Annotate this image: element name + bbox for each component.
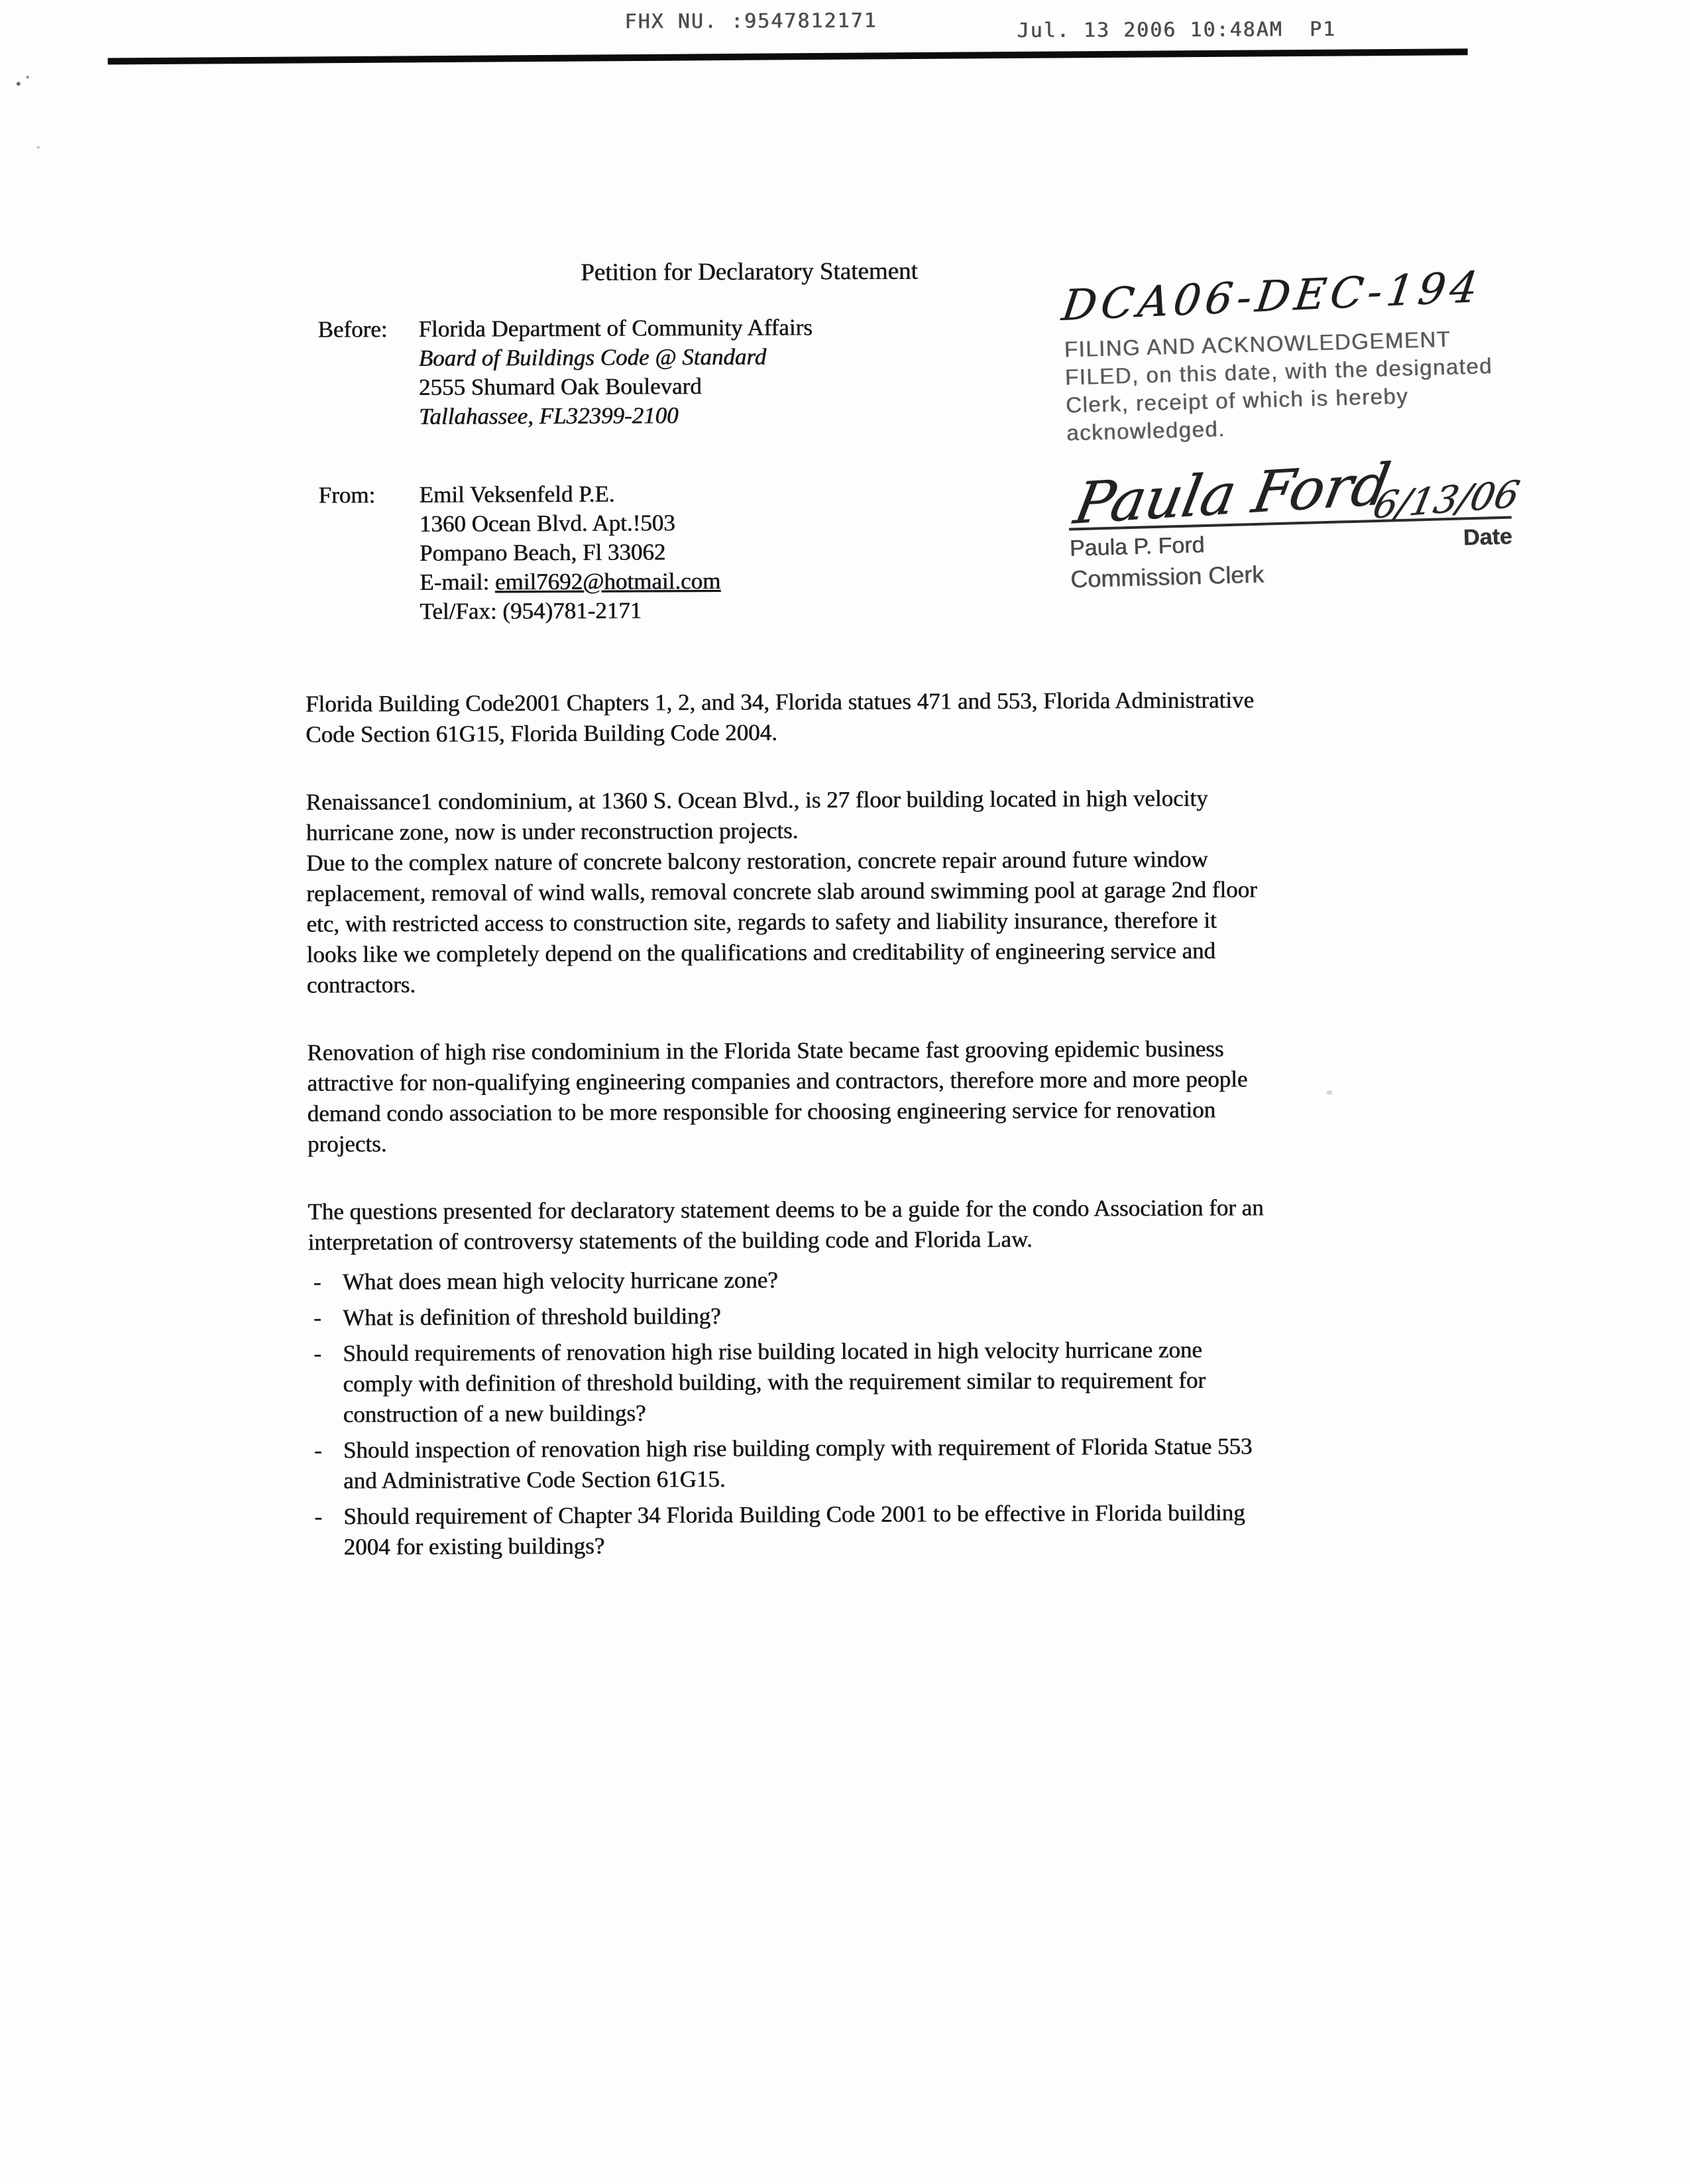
petition-body [306, 685, 1269, 1568]
filing-stamp [1059, 262, 1542, 593]
fax-header-datetime: Jul. 13 2006 10:48AM P1 [1017, 17, 1337, 42]
stamp-text-line: FILED, on this date, with the designated [1064, 353, 1493, 390]
from-address [419, 479, 720, 626]
signatory-title: Commission Clerk [1070, 560, 1265, 593]
paragraph-construction-details: Due to the complex nature of concrete balcony restoration, concrete repair around future window replacement, removal of wind walls, removal concrete slab around swimming pool at garage 2nd floor etc, with restricted access to construction site, regards to safety and liability insurance, therefore it looks like we completely depend on the qualifications and creditability of engineering service and contractors. [306, 846, 1257, 998]
email-label: E-mail: [419, 569, 495, 595]
address-line: Florida Department of Community Affairs [418, 314, 813, 342]
address-line: Emil Veksenfeld P.E. [419, 481, 615, 508]
stamp-text-line: Clerk, receipt of which is hereby [1065, 383, 1409, 418]
question-item: - What is definition of threshold building? [308, 1298, 1268, 1333]
signatory-name: Paula P. Ford [1069, 532, 1205, 561]
address-line: Board of Buildings Code @ Standard [418, 343, 767, 371]
address-line: 2555 Shumard Oak Boulevard [418, 373, 702, 400]
email-address: emil7692@hotmail.com [494, 567, 721, 595]
fax-header-number: FHX NU. :9547812171 [624, 9, 877, 34]
question-item: - What does mean high velocity hurricane zone? [308, 1263, 1268, 1297]
signature-date: 6/13/06 [1369, 473, 1524, 528]
scan-artifact [36, 146, 40, 148]
stamp-text-line: acknowledged. [1066, 416, 1226, 445]
email-line [420, 567, 720, 597]
header-separator-rule [108, 48, 1468, 64]
question-item: - Should requirement of Chapter 34 Florida Building Code 2001 to be effective in Florida building 2004 for existing buildings? [309, 1497, 1268, 1562]
date-label: Date [1463, 524, 1513, 551]
address-line: Tallahassee, FL32399-2100 [418, 402, 679, 430]
paragraph-codes-cited: Florida Building Code2001 Chapters 1, 2, and 34, Florida statues 471 and 553, Florida Administrative Code Section 61G15, Florida Building Code 2004. [305, 687, 1254, 748]
before-label: Before: [317, 316, 388, 343]
question-item: - Should inspection of renovation high rise building comply with requirement of Florida Statue 553 and Administrative Code Section 61G15. [309, 1431, 1268, 1496]
before-section [317, 313, 813, 431]
question-item: - Should requirements of renovation high rise building located in high velocity hurricane zone comply with definition of threshold building, with the requirement similar to requirement for construction of a new buildings? [308, 1334, 1268, 1430]
paragraph-questions-intro: The questions presented for declaratory statement deems to be a guide for the condo Association for an interpretation of controversy statements of the building code and Florida Law. [308, 1194, 1264, 1255]
before-address [418, 313, 813, 431]
case-number-handwritten: DCA06-DEC-194 [1059, 262, 1485, 331]
page-title: Petition for Declaratory Statement [580, 257, 918, 286]
stamp-text [1064, 323, 1537, 447]
paragraph-renovation-business: Renovation of high rise condominium in the Florida State became fast grooving epidemic business attractive for non-qualifying engineering companies and contractors, therefore more and more people demand condo association to be more responsible for choosing engineering service for renovation projects. [307, 1035, 1248, 1157]
clerk-signature: Paula Ford [1069, 451, 1395, 538]
question-list [308, 1263, 1269, 1562]
scan-artifact [1326, 1090, 1332, 1095]
stamp-text-line: FILING AND ACKNOWLEDGEMENT [1064, 326, 1451, 362]
from-label: From: [318, 482, 376, 508]
address-line: Pompano Beach, Fl 33062 [419, 539, 666, 566]
address-line: 1360 Ocean Blvd. Apt.!503 [419, 510, 675, 537]
telfax-line: Tel/Fax: (954)781-2171 [420, 597, 642, 624]
scan-artifact [17, 82, 21, 86]
paragraph-building-description: Renaissance1 condominium, at 1360 S. Ocean Blvd., is 27 floor building located in high velocity hurricane zone, now is under reconstruction projects. [306, 785, 1208, 846]
from-section [318, 479, 720, 627]
